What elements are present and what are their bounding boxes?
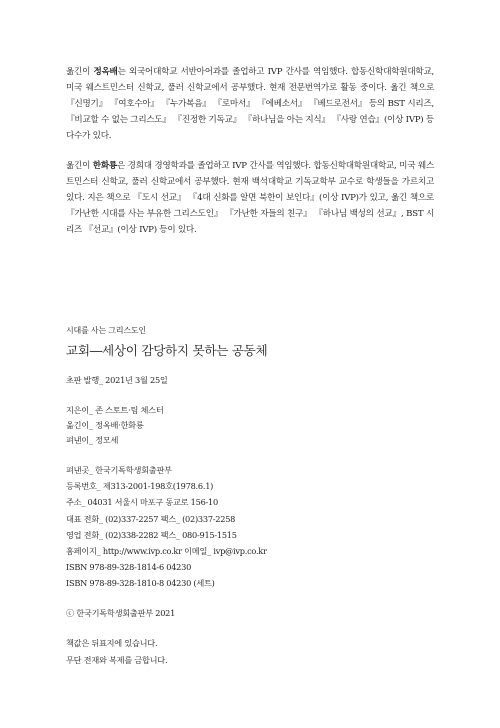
address: 주소_ 04031 서울시 마포구 동교로 156-10 <box>66 497 218 507</box>
bio-text: 는 외국어대학교 서반아어과를 졸업하고 IVP 간사를 역임했다. 합동신학대학원대학교, 미국 웨스트민스터 신학교, 풀러 신학교에서 공부했다. 현재 전문번역가로 활동 중이다. 옮긴 책으로 『신명기』 『여호수아』 『누가복음』 『로마서』 『에베소서』 『베드로전서』 등의 BST 시리즈, 『비교할 수 없는 그리스도』 『진정한 기독교』 『하나님을 아는 지식』 『사랑 연습』(이상 IVP) 등 다수가 있다. <box>66 67 434 141</box>
series-subtitle: 시대를 사는 그리스도인 <box>66 326 146 335</box>
translator-bio-2 <box>66 158 434 238</box>
bio-prefix: 옮긴이 <box>66 161 93 171</box>
translator-name: 한화룡 <box>92 161 117 171</box>
copyright-notice: ⓒ 한국기독학생회출판부 2021 <box>66 608 176 618</box>
credit-author: 지은이_ 존 스토트·팀 체스터 <box>66 405 164 415</box>
book-title: 교회―세상이 감당하지 못하는 공동체 <box>66 343 268 358</box>
edition-date: 초판 발행_ 2021년 3월 25일 <box>66 375 168 385</box>
reproduction-notice: 무단 전재와 복제를 금합니다. <box>66 655 168 665</box>
homepage-email: 홈페이지_ http://www.ivp.co.kr 이메일_ ivp@ivp.co.kr <box>66 546 267 556</box>
price-notice: 책값은 뒤표지에 있습니다. <box>66 638 158 648</box>
bio-prefix: 옮긴이 <box>66 67 94 77</box>
publisher-name: 펴낸곳_ 한국기독학생회출판부 <box>66 465 172 475</box>
credit-publisher-person: 펴낸이_ 정모세 <box>66 435 119 445</box>
isbn-set: ISBN 978-89-328-1810-8 04230 (세트) <box>66 578 215 588</box>
isbn-single: ISBN 978-89-328-1814-6 04230 <box>66 562 192 572</box>
bio-text: 은 경희대 경영학과를 졸업하고 IVP 간사를 역임했다. 합동신학대학원대학교, 미국 웨스트민스터 신학교, 풀러 신학교에서 공부했다. 현재 백석대학교 기독교학부 교수로 학생들을 가르치고 있다. 지은 책으로 『도시 선교』 『4대 신화를 알면 북한이 보인다』(이상 IVP)가 있고, 옮긴 책으로 『가난한 시대를 사는 부유한 그리스도인』 『가난한 자들의 친구』 『하나님 백성의 선교』, BST 시리즈 『선교』(이상 IVP) 등이 있다. <box>66 161 435 235</box>
main-phone: 대표 전화_ (02)337-2257 팩스_ (02)337-2258 <box>66 514 236 524</box>
translator-name: 정옥배 <box>93 67 118 77</box>
registration-number: 등록번호_ 제313-2001-198호(1978.6.1) <box>66 481 214 491</box>
sales-phone: 영업 전화_ (02)338-2282 팩스_ 080-915-1515 <box>66 530 237 540</box>
credit-translator: 옮긴이_ 정옥배·한화룡 <box>66 420 144 430</box>
translator-bio-1 <box>66 64 434 144</box>
